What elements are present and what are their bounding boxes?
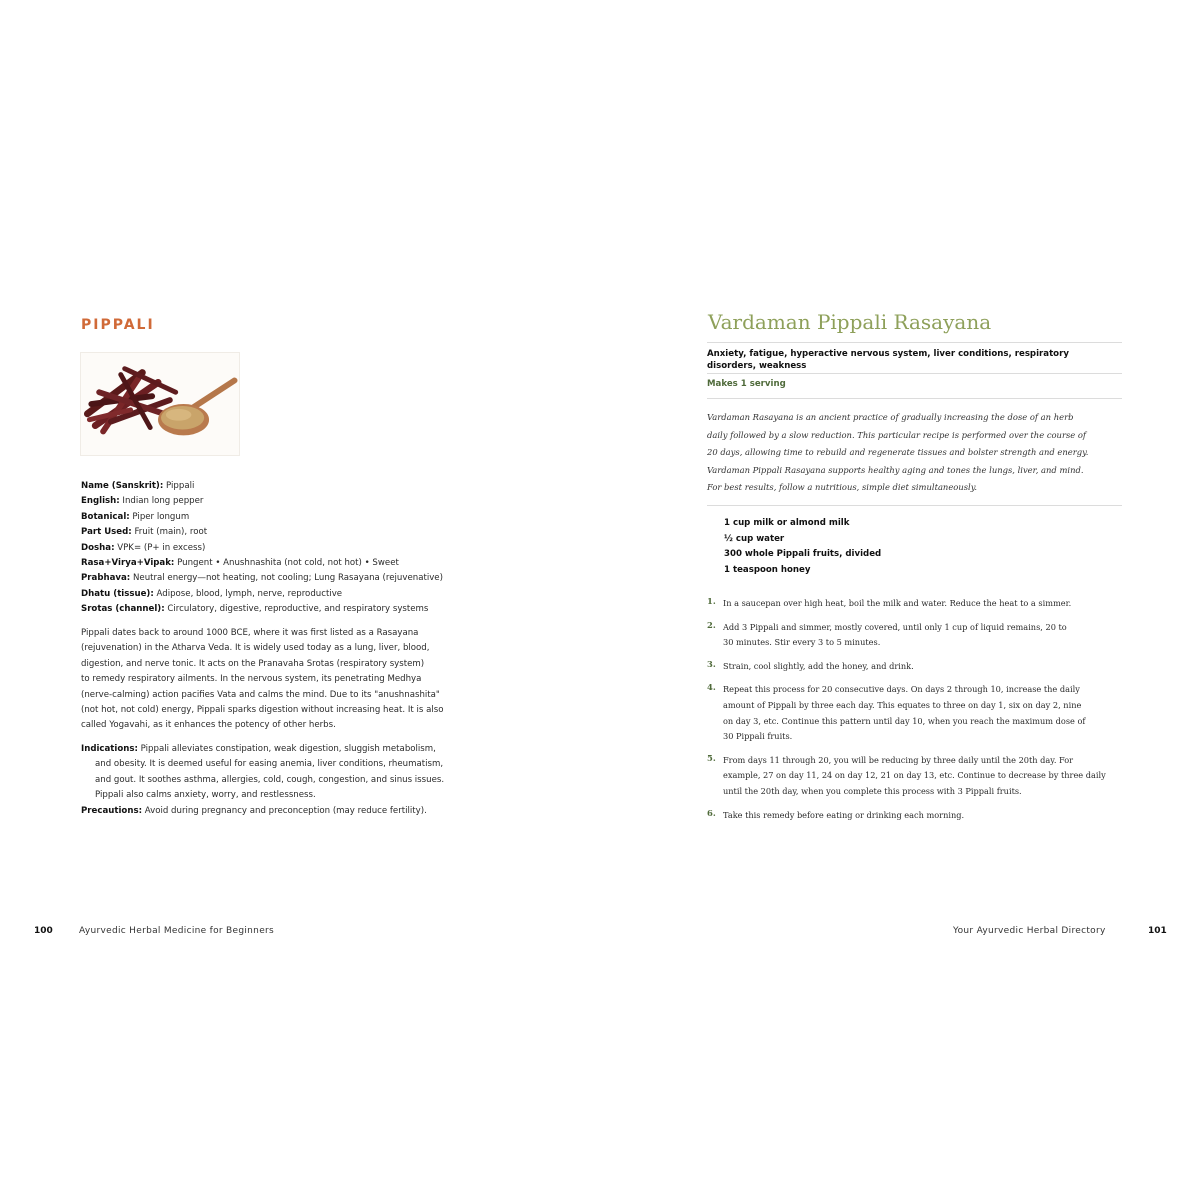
description-line: called Yogavahi, as it enhances the potency of other herbs. [81,720,336,731]
herb-title: PIPPALI [81,317,155,333]
indications-label: Indications: [81,744,138,754]
ingredient-item: 1 cup milk or almond milk [724,518,850,528]
right-page [600,0,1200,1200]
divider-rule [707,505,1122,506]
description-line: digestion, and nerve tonic. It acts on the Pranavaha Srotas (respiratory system) [81,658,425,669]
step-item: 4. Repeat this process for 20 consecutive days. On days 2 through 10, increase the daily amount of Pippali by three each day. This equates to three on day 1, six on day 2, nine on day 3, etc. Continue this pattern until day 10, when you reach the maximum dose of 30 Pippali fruits. [707,682,1086,742]
ingredients-list [724,516,881,578]
step-item: 6. Take this remedy before eating or drinking each morning. [707,807,965,820]
divider-rule [707,342,1122,343]
field-botanical: Botanical: Piper longum [81,511,190,522]
recipe-yield: Makes 1 serving [707,379,786,389]
page-number-right: 101 [1148,926,1167,936]
description-line: (rejuvenation) in the Atharva Veda. It is widely used today as a lung, liver, blood, [81,643,430,654]
field-english: English: Indian long pepper [81,496,204,507]
indications: Indications: Pippali alleviates constipation, weak digestion, sluggish metabolism, and obesity. It is deemed useful for easing anemia, liver conditions, rheumatism, and gout. It soothes asthma, allergies, cold, cough, congestion, and sinus issues. Pippali also calms anxiety, worry, and restlessness. [81,744,445,801]
field-part-used: Part Used: Fruit (main), root [81,527,208,538]
description-line: (nerve-calming) action pacifies Vata and calms the mind. Due to its "anushnashita" [81,689,440,700]
recipe-title: Vardaman Pippali Rasayana [708,310,992,334]
herb-description [81,626,501,734]
field-rasa-virya-vipak: Rasa+Virya+Vipak: Pungent • Anushnashita (not cold, not hot) • Sweet [81,558,399,569]
step-item: 5. From days 11 through 20, you will be reducing by three daily until the 20th day. For example, 27 on day 11, 24 on day 12, 21 on day 13, etc. Continue to decrease by three daily until the 20th day, when you complete this process with 3 Pippali fruits. [707,752,1106,796]
recipe-tags: Anxiety, fatigue, hyperactive nervous system, liver conditions, respiratory disorders, weakness [707,349,1069,371]
ingredient-item: ½ cup water [724,533,785,544]
description-line: (not hot, not cold) energy, Pippali sparks digestion without increasing heat. It is also [81,705,444,716]
field-dosha: Dosha: VPK= (P+ in excess) [81,542,206,553]
field-name-sanskrit: Name (Sanskrit): Pippali [81,481,195,491]
precautions-label: Precautions: [81,805,143,816]
step-item: 1. In a saucepan over high heat, boil the milk and water. Reduce the heat to a simmer. [707,596,1072,608]
step-item: 3. Strain, cool slightly, add the honey, and drink. [707,658,914,671]
step-item: 2. Add 3 Pippali and simmer, mostly covered, until only 1 cup of liquid remains, 20 to 30 minutes. Stir every 3 to 5 minutes. [707,619,1067,648]
ingredient-item: 300 whole Pippali fruits, divided [724,549,882,560]
precautions: Precautions: Avoid during pregnancy and preconception (may reduce fertility). [81,805,427,816]
divider-rule [707,373,1122,374]
description-line: to remedy respiratory ailments. In the nervous system, its penetrating Medhya [81,674,422,685]
indications-precautions [81,742,501,819]
recipe-steps [707,596,1122,823]
herb-profile-fields [81,479,521,618]
field-dhatu: Dhatu (tissue): Adipose, blood, lymph, nerve, reproductive [81,588,343,599]
divider-rule [707,398,1122,399]
ingredient-item: 1 teaspoon honey [724,564,811,575]
herb-photo [80,352,240,456]
running-footer-left: Ayurvedic Herbal Medicine for Beginners [79,926,275,936]
field-prabhava: Prabhava: Neutral energy—not heating, not cooling; Lung Rasayana (rejuvenative) [81,573,443,584]
page-number-left: 100 [34,926,53,936]
running-footer-right: Your Ayurvedic Herbal Directory [953,926,1106,936]
recipe-intro: Vardaman Rasayana is an ancient practice of gradually increasing the dose of an herb daily followed by a slow reduction. This particular recipe is performed over the course of 20 days, allowing time to rebuild and regenerate tissues and bolster strength and energy. Vardaman Pippali Rasayana supports healthy aging and tones the lungs, liver, and mind. For best results, follow a nutritious, simple diet simultaneously. [707,412,1089,493]
description-line: Pippali dates back to around 1000 BCE, where it was first listed as a Rasayana [81,628,419,638]
field-srotas: Srotas (channel): Circulatory, digestive, reproductive, and respiratory systems [81,604,429,615]
